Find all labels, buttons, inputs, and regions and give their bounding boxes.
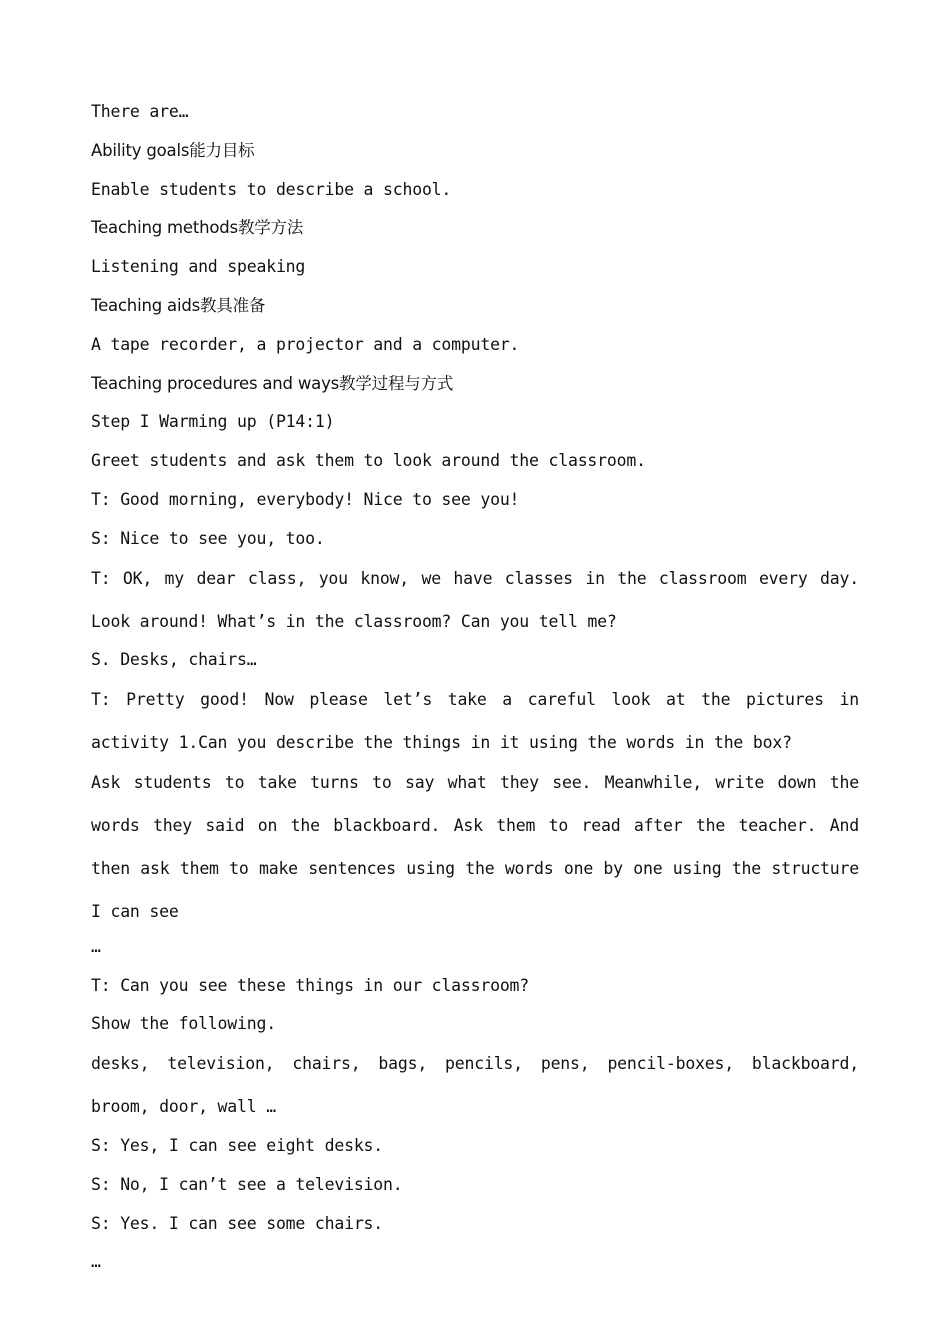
heading-teaching-methods: Teaching methods教学方法 xyxy=(91,218,304,238)
line-ability-desc: Enable students to describe a school. xyxy=(91,179,452,199)
dialogue-teacher-can-you-see: T: Can you see these things in our classroom? xyxy=(91,975,530,995)
word-list: desks, television, chairs, bags, pencils, pens, pencil-boxes, blackboard, broom, door, wall … xyxy=(91,1054,859,1117)
line-greet: Greet students and ask them to look around the classroom. xyxy=(91,451,646,471)
dialogue-teacher-ok: T: OK, my dear class, you know, we have classes in the classroom every day. Look around! What’s in the classroom? Can you tell me? xyxy=(91,568,859,631)
heading-teaching-procedures: Teaching procedures and ways教学过程与方式 xyxy=(91,373,454,393)
line-there-are: There are… xyxy=(91,102,189,121)
dialogue-student-yes-desks: S: Yes, I can see eight desks. xyxy=(91,1135,384,1155)
ellipsis-line: … xyxy=(91,936,101,956)
ellipsis-line: … xyxy=(91,1252,101,1272)
document-body xyxy=(91,99,859,1288)
dialogue-student-desks: S. Desks, chairs… xyxy=(91,650,257,670)
heading-ability-goals: Ability goals能力目标 xyxy=(91,140,255,160)
heading-teaching-aids: Teaching aids教具准备 xyxy=(91,295,266,315)
dialogue-student-yes-chairs: S: Yes. I can see some chairs. xyxy=(91,1213,384,1233)
heading-step-1: Step I Warming up (P14:1) xyxy=(91,412,335,432)
paragraph-ask-students: Ask students to take turns to say what they see. Meanwhile, write down the words they said on the blackboard. Ask them to read after the teacher. And then ask them to make sentences using the words one by one using the structure I can see xyxy=(91,772,859,921)
dialogue-student-no-television: S: No, I can’t see a television. xyxy=(91,1174,403,1194)
line-show-following: Show the following. xyxy=(91,1014,276,1034)
line-aids-desc: A tape recorder, a projector and a computer. xyxy=(91,334,520,354)
line-methods-desc: Listening and speaking xyxy=(91,257,306,277)
dialogue-student-nice: S: Nice to see you, too. xyxy=(91,528,325,548)
dialogue-teacher-good-morning: T: Good morning, everybody! Nice to see you! xyxy=(91,489,520,509)
dialogue-teacher-pretty-good: T: Pretty good! Now please let’s take a careful look at the pictures in activity 1.Can you describe the things in it using the words in the box? xyxy=(91,690,859,753)
